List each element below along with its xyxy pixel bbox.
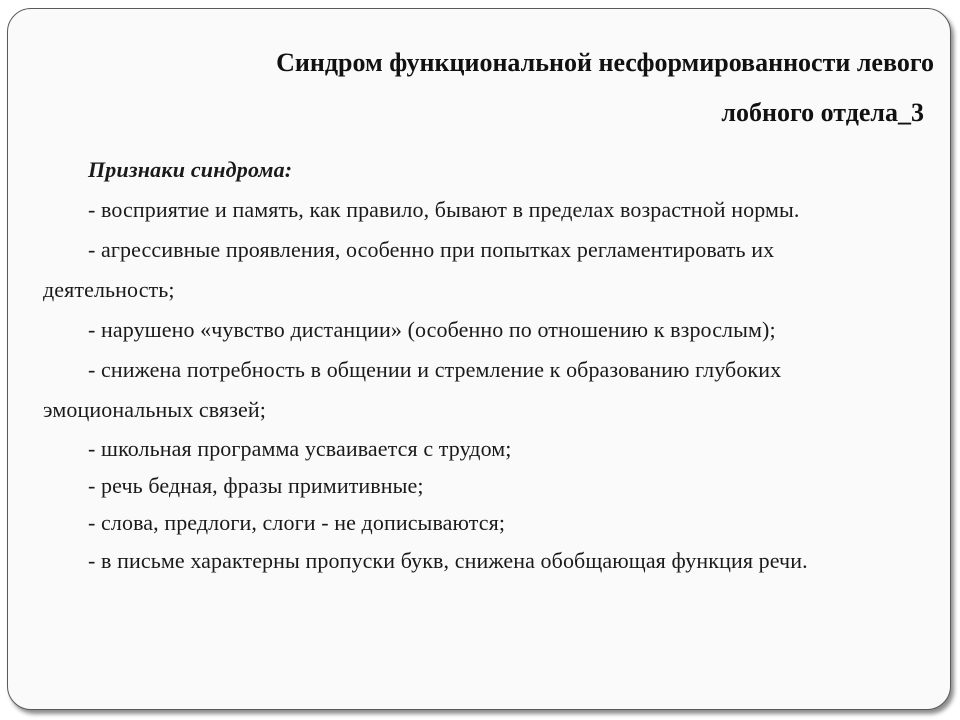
slide-title (104, 38, 934, 138)
sign-item: - восприятие и память, как правило, бывают в пределах возрастной нормы. (88, 197, 800, 222)
sign-item: - агрессивные проявления, особенно при попытках регламентировать их деятельность; (43, 237, 775, 302)
sign-item: - снижена потребность в общении и стремление к образованию глубоких эмоциональных связей; (43, 357, 782, 422)
sign-item: - школьная программа усваивается с трудом; (88, 436, 512, 461)
title-line-1: Синдром функциональной несформированности левого (276, 48, 934, 77)
sign-item: - речь бедная, фразы примитивные; (88, 473, 424, 498)
sign-item: - слова, предлоги, слоги - не дописываются; (88, 510, 506, 535)
sign-item: - в письме характерны пропуски букв, снижена обобщающая функция речи. (88, 548, 808, 573)
sign-item: - нарушено «чувство дистанции» (особенно по отношению к взрослым); (88, 317, 776, 342)
slide-content (43, 150, 903, 581)
title-line-2: лобного отдела_3 (721, 98, 924, 127)
signs-heading: Признаки синдрома: (88, 157, 293, 182)
